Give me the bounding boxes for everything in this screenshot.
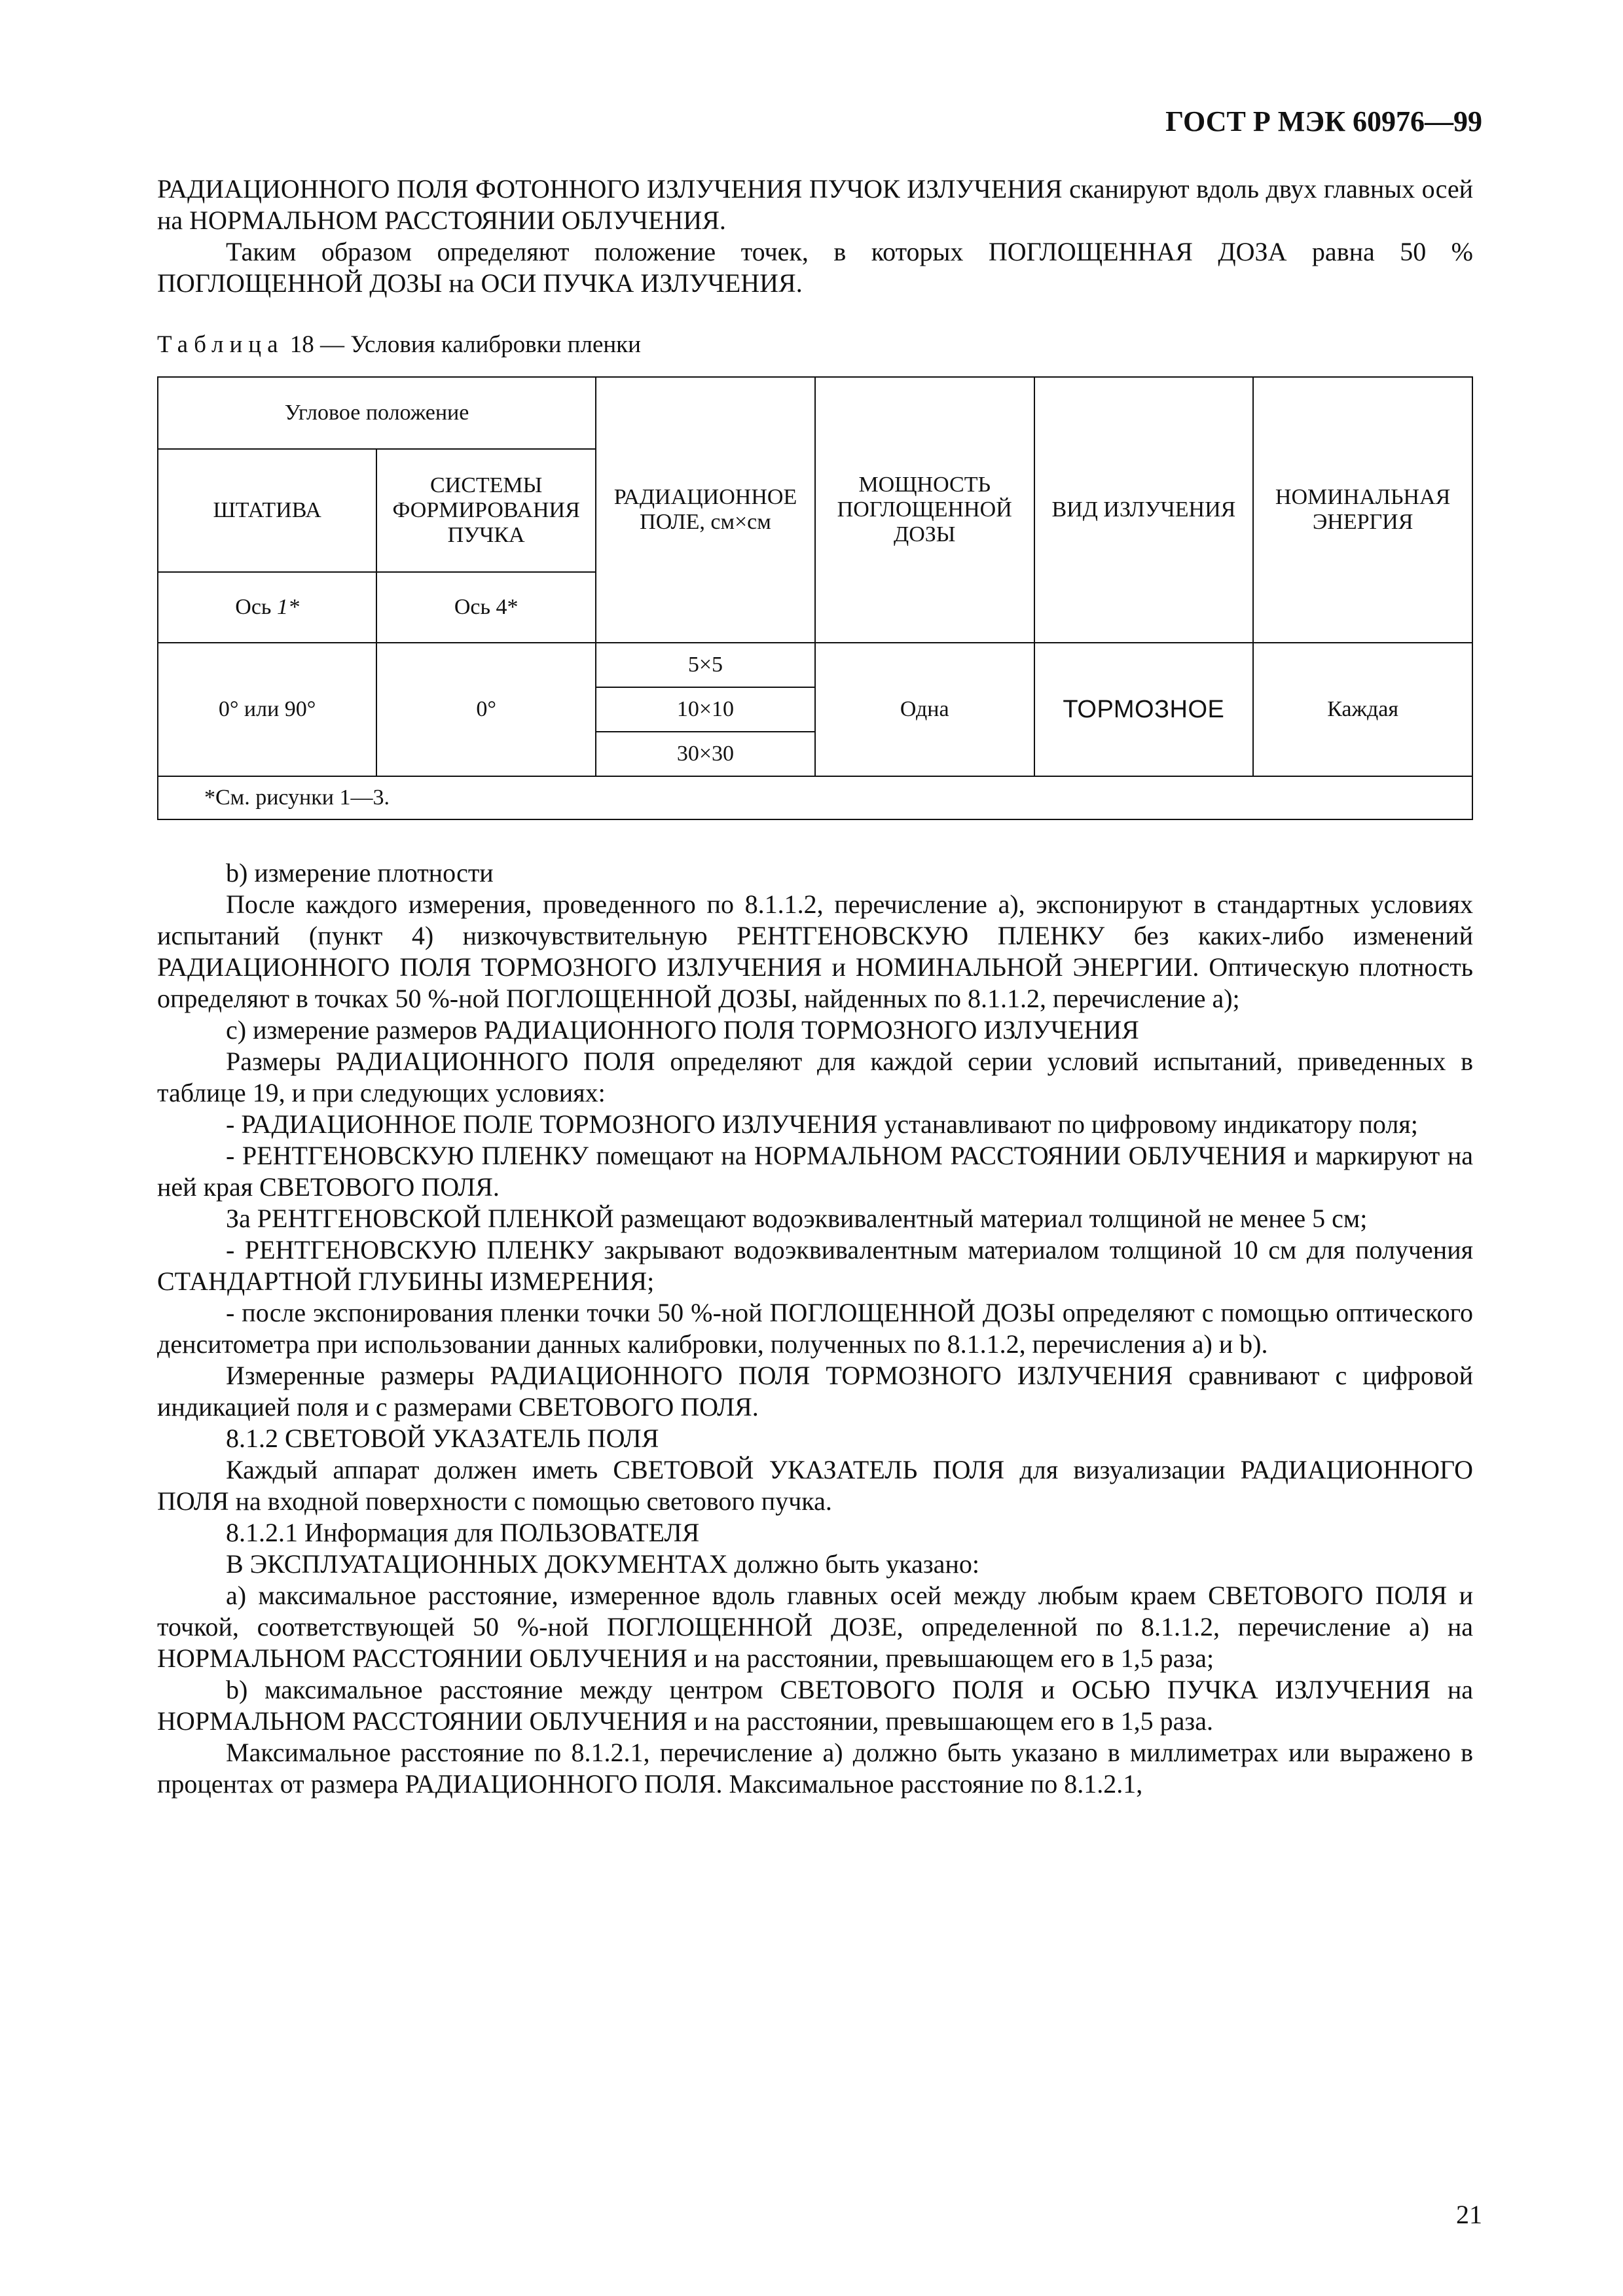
field-size-cell: 30×30 [596,732,815,776]
section-heading: 8.1.2.1 Информация для ПОЛЬЗОВАТЕЛЯ [226,1518,700,1547]
section-c-text: Размеры РАДИАЦИОННОГО ПОЛЯ определяют для каждой серии условий испытаний, приведенных в таблице 19, и при следующих условиях: [157,1047,1473,1107]
dose-rate-header: МОЩНОСТЬ ПОГЛОЩЕННОЙ ДОЗЫ [815,377,1034,643]
list-item: За РЕНТГЕНОВСКОЙ ПЛЕНКОЙ размещают водоэквивалентный материал толщиной не менее 5 см; [226,1204,1368,1233]
list-item: - после экспонирования пленки точки 50 %-ной ПОГЛОЩЕННОЙ ДОЗЫ определяют с помощью оптического денситометра при использовании данных калибровки, полученных по 8.1.1.2, перечисления а) и b). [157,1298,1473,1359]
closing-paragraph: Максимальное расстояние по 8.1.2.1, перечисление а) должно быть указано в миллиметрах или выражено в процентах от размера РАДИАЦИОННОГО ПОЛЯ. Максимальное расстояние по 8.1.2.1, [157,1738,1473,1799]
comparison-paragraph: Измеренные размеры РАДИАЦИОННОГО ПОЛЯ ТОРМОЗНОГО ИЗЛУЧЕНИЯ сравнивают с цифровой индикацией поля и с размерами СВЕТОВОГО ПОЛЯ. [157,1361,1473,1422]
radiation-type-header: ВИД ИЗЛУЧЕНИЯ [1034,377,1254,643]
dose-rate-value: Одна [815,643,1034,776]
stand-header: ШТАТИВА [158,449,376,572]
stand-angle-value: 0° или 90° [158,643,376,776]
section-8121-text: В ЭКСПЛУАТАЦИОННЫХ ДОКУМЕНТАХ должно быть указано: [226,1549,979,1579]
table-caption-text: 18 — Условия калибровки пленки [283,331,641,358]
standard-number: ГОСТ Р МЭК 60976—99 [1165,105,1482,137]
energy-value: Каждая [1253,643,1472,776]
table-caption-label: Таблица [157,331,284,358]
radiation-type-value: ТОРМОЗНОЕ [1034,643,1254,776]
list-item: а) максимальное расстояние, измеренное вдоль главных осей между любым краем СВЕТОВОГО ПОЛЯ и точкой, соответствующей 50 %-ной ПОГЛОЩЕННОЙ ДОЗЕ, определенной по 8.1.1.2, перечисление а) на НОРМАЛЬНОМ РАССТОЯНИИ ОБЛУЧЕНИЯ и на расстоянии, превышающем его в 1,5 раза; [157,1581,1473,1673]
calibration-table [157,376,1473,820]
section-heading: 8.1.2 СВЕТОВОЙ УКАЗАТЕЛЬ ПОЛЯ [226,1424,659,1453]
table-caption [157,331,641,359]
list-item: - РЕНТГЕНОВСКУЮ ПЛЕНКУ закрывают водоэквивалентным материалом толщиной 10 см для получения СТАНДАРТНОЙ ГЛУБИНЫ ИЗМЕРЕНИЯ; [157,1235,1473,1296]
section-812-text: Каждый аппарат должен иметь СВЕТОВОЙ УКАЗАТЕЛЬ ПОЛЯ для визуализации РАДИАЦИОННОГО ПОЛЯ на входной поверхности с помощью светового пучка. [157,1455,1473,1516]
list-item: b) максимальное расстояние между центром СВЕТОВОГО ПОЛЯ и ОСЬЮ ПУЧКА ИЗЛУЧЕНИЯ на НОРМАЛЬНОМ РАССТОЯНИИ ОБЛУЧЕНИЯ и на расстоянии, превышающем его в 1,5 раза. [157,1675,1473,1736]
stand-axis-number: 1* [276,595,299,619]
table-footnote: *См. рисунки 1—3. [158,776,1472,819]
page-number: 21 [1456,2200,1482,2229]
section-c-title: с) измерение размеров РАДИАЦИОННОГО ПОЛЯ ТОРМОЗНОГО ИЗЛУЧЕНИЯ [226,1015,1139,1045]
intro-paragraph-1: РАДИАЦИОННОГО ПОЛЯ ФОТОННОГО ИЗЛУЧЕНИЯ ПУЧОК ИЗЛУЧЕНИЯ сканируют вдоль двух главных осей на НОРМАЛЬНОМ РАССТОЯНИИ ОБЛУЧЕНИЯ. [157,174,1473,235]
system-angle-value: 0° [376,643,596,776]
section-b-title: b) измерение плотности [226,858,494,888]
radiation-field-header: РАДИАЦИОННОЕ ПОЛЕ, см×см [596,377,815,643]
stand-axis: Ось 1* [158,572,376,643]
intro-paragraph-2: Таким образом определяют положение точек, в которых ПОГЛОЩЕННАЯ ДОЗА равна 50 % ПОГЛОЩЕННОЙ ДОЗЫ на ОСИ ПУЧКА ИЗЛУЧЕНИЯ. [157,237,1473,298]
list-item: - РАДИАЦИОННОЕ ПОЛЕ ТОРМОЗНОГО ИЗЛУЧЕНИЯ устанавливают по цифровому индикатору поля; [226,1109,1418,1139]
body-text [157,857,1473,1800]
beam-system-axis: Ось 4* [376,572,596,643]
beam-system-header: СИСТЕМЫ ФОРМИРОВАНИЯ ПУЧКА [376,449,596,572]
list-item: - РЕНТГЕНОВСКУЮ ПЛЕНКУ помещают на НОРМАЛЬНОМ РАССТОЯНИИ ОБЛУЧЕНИЯ и маркируют на ней края СВЕТОВОГО ПОЛЯ. [157,1141,1473,1202]
field-size-cell: 5×5 [596,643,815,687]
nominal-energy-header: НОМИНАЛЬНАЯ ЭНЕРГИЯ [1253,377,1472,643]
section-b-text: После каждого измерения, проведенного по 8.1.1.2, перечисление а), экспонируют в стандартных условиях испытаний (пункт 4) низкочувствительную РЕНТГЕНОВСКУЮ ПЛЕНКУ без каких-либо изменений РАДИАЦИОННОГО ПОЛЯ ТОРМОЗНОГО ИЗЛУЧЕНИЯ и НОМИНАЛЬНОЙ ЭНЕРГИИ. Оптическую плотность определяют в точках 50 %-ной ПОГЛОЩЕННОЙ ДОЗЫ, найденных по 8.1.1.2, перечисление а); [157,889,1473,1013]
intro-text [157,173,1473,299]
angular-position-header: Угловое положение [158,377,596,449]
field-size-cell: 10×10 [596,687,815,732]
